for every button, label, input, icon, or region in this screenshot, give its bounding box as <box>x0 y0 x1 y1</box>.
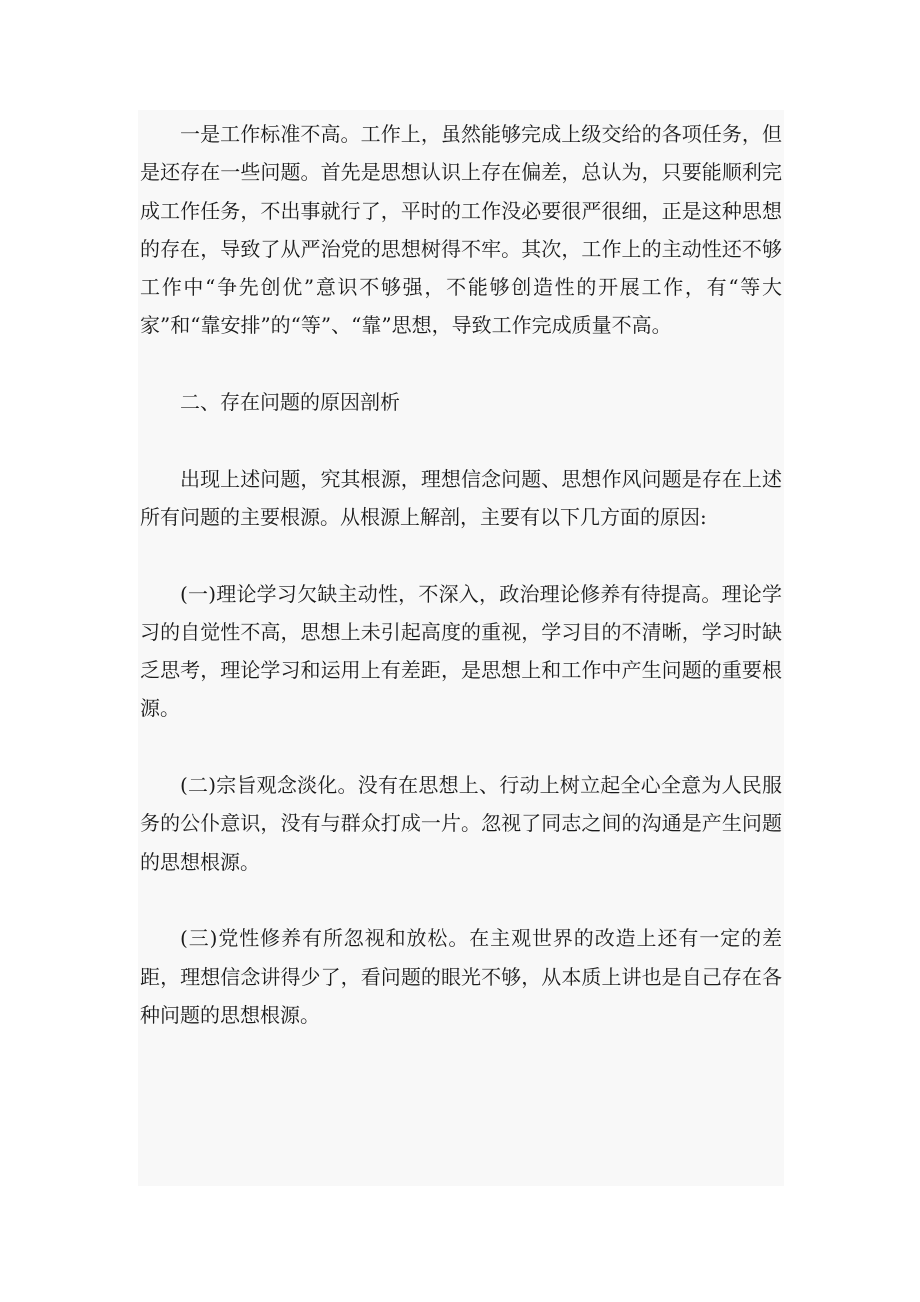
paragraph-theory-study: (一)理论学习欠缺主动性，不深入，政治理论修养有待提高。理论学习的自觉性不高，思想上未引起高度的重视，学习目的不清晰，学习时缺乏思考，理论学习和运用上有差距，是思想上和工作中产生问题的重要根源。 <box>140 581 782 721</box>
paragraph-purpose-concept: (二)宗旨观念淡化。没有在思想上、行动上树立起全心全意为人民服务的公仆意识，没有与群众打成一片。忽视了同志之间的沟通是产生问题的思想根源。 <box>140 773 782 874</box>
document-body <box>140 115 782 1034</box>
paragraph-work-standard: 一是工作标准不高。工作上，虽然能够完成上级交给的各项任务，但是还存在一些问题。首先是思想认识上存在偏差，总认为，只要能顺利完成工作任务，不出事就行了，平时的工作没必要很严很细，正是这种思想的存在，导致了从严治党的思想树得不牢。其次，工作上的主动性还不够工作中“争先创优”意识不够强，不能够创造性的开展工作，有“等大家”和“靠安排”的“等”、“靠”思想，导致工作完成质量不高。 <box>140 122 782 338</box>
section-heading-cause-analysis: 二、存在问题的原因剖析 <box>180 390 400 415</box>
paragraph-party-spirit: (三)党性修养有所忽视和放松。在主观世界的改造上还有一定的差距，理想信念讲得少了，看问题的眼光不够，从本质上讲也是自己存在各种问题的思想根源。 <box>140 926 782 1027</box>
paragraph-root-cause: 出现上述问题，究其根源，理想信念问题、思想作风问题是存在上述所有问题的主要根源。从根源上解剖，主要有以下几方面的原因: <box>140 466 782 529</box>
